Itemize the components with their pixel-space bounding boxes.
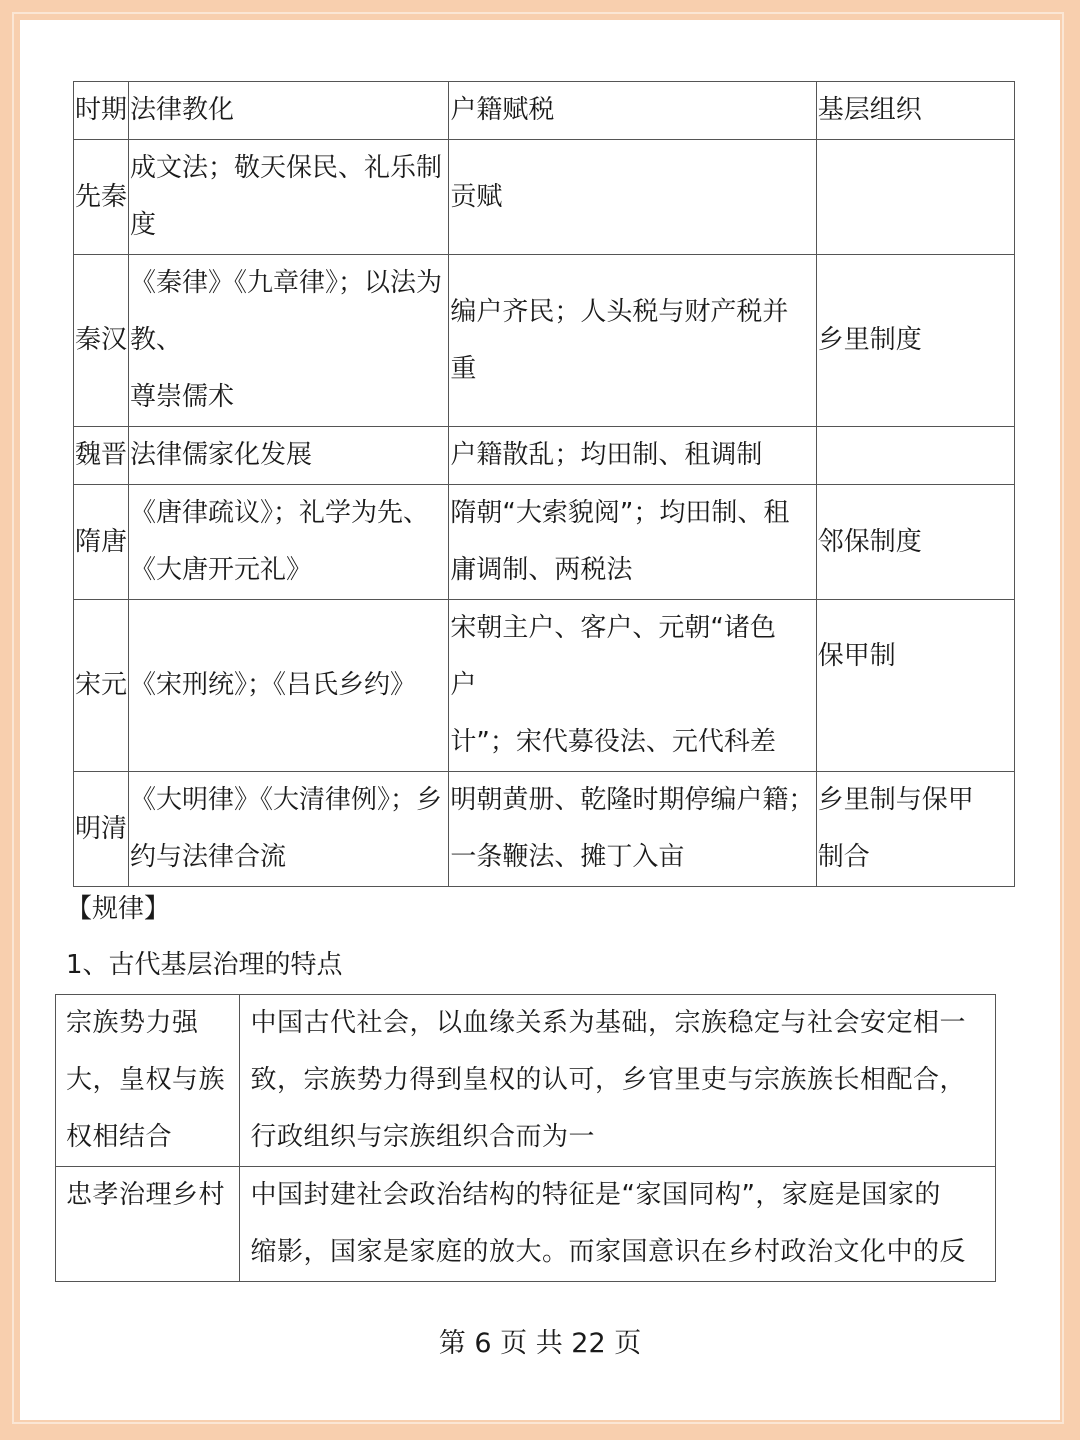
table-row	[74, 600, 1015, 772]
row-law: 《宋刑统》；《吕氏乡约》	[129, 600, 449, 772]
row-org: 乡里制与保甲 制合	[816, 772, 1014, 887]
row-huji: 贡赋	[449, 140, 816, 255]
header-huji: 户籍赋税	[449, 82, 816, 140]
row-law: 法律儒家化发展	[129, 427, 449, 485]
row-org: 保甲制	[816, 600, 1014, 772]
header-org: 基层组织	[816, 82, 1014, 140]
row-huji: 明朝黄册、乾隆时期停编户籍； 一条鞭法、摊丁入亩	[449, 772, 816, 887]
table-row	[56, 995, 996, 1167]
row-org: 乡里制度	[816, 255, 1014, 427]
row-org: 邻保制度	[816, 485, 1014, 600]
row-org	[816, 427, 1014, 485]
row-law: 成文法；敬天保民、礼乐制 度	[129, 140, 449, 255]
feature-cell: 宗族势力强 大，皇权与族 权相结合	[56, 995, 240, 1167]
table-header-row	[74, 82, 1015, 140]
row-period: 先秦	[74, 140, 129, 255]
row-org	[816, 140, 1014, 255]
page-number: 第 6 页 共 22 页	[438, 1328, 642, 1359]
row-period: 宋元	[74, 600, 129, 772]
feature-cell: 忠孝治理乡村	[56, 1167, 240, 1282]
table-row	[74, 255, 1015, 427]
document-page	[20, 20, 1060, 1420]
row-law: 《秦律》《九章律》；以法为 教、 尊崇儒术	[129, 255, 449, 427]
row-huji: 户籍散乱；均田制、租调制	[449, 427, 816, 485]
row-law: 《唐律疏议》；礼学为先、 《大唐开元礼》	[129, 485, 449, 600]
detail-cell: 中国古代社会，以血缘关系为基础，宗族稳定与社会安定相一 致，宗族势力得到皇权的认可，乡官里吏与宗族族长相配合， 行政组织与宗族组织合而为一	[240, 995, 996, 1167]
table-row	[74, 772, 1015, 887]
table-row	[56, 1167, 996, 1282]
row-huji: 宋朝主户、客户、元朝“诸色 户 计”；宋代募役法、元代科差	[449, 600, 816, 772]
detail-cell: 中国封建社会政治结构的特征是“家国同构”，家庭是国家的 缩影，国家是家庭的放大。而家国意识在乡村政治文化中的反	[240, 1167, 996, 1282]
row-period: 秦汉	[74, 255, 129, 427]
rules-heading: 【规律】	[66, 894, 171, 924]
table-row	[74, 427, 1015, 485]
table-row	[74, 140, 1015, 255]
row-law: 《大明律》《大清律例》；乡 约与法律合流	[129, 772, 449, 887]
table-row	[74, 485, 1015, 600]
row-huji: 隋朝“大索貌阅”；均田制、租 庸调制、两税法	[449, 485, 816, 600]
row-period: 隋唐	[74, 485, 129, 600]
rules-subheading: 1、古代基层治理的特点	[66, 950, 343, 980]
history-table	[73, 81, 1015, 887]
rules-table	[55, 994, 996, 1282]
row-period: 明清	[74, 772, 129, 887]
header-law: 法律教化	[129, 82, 449, 140]
row-period: 魏晋	[74, 427, 129, 485]
row-huji: 编户齐民；人头税与财产税并 重	[449, 255, 816, 427]
header-period: 时期	[74, 82, 129, 140]
